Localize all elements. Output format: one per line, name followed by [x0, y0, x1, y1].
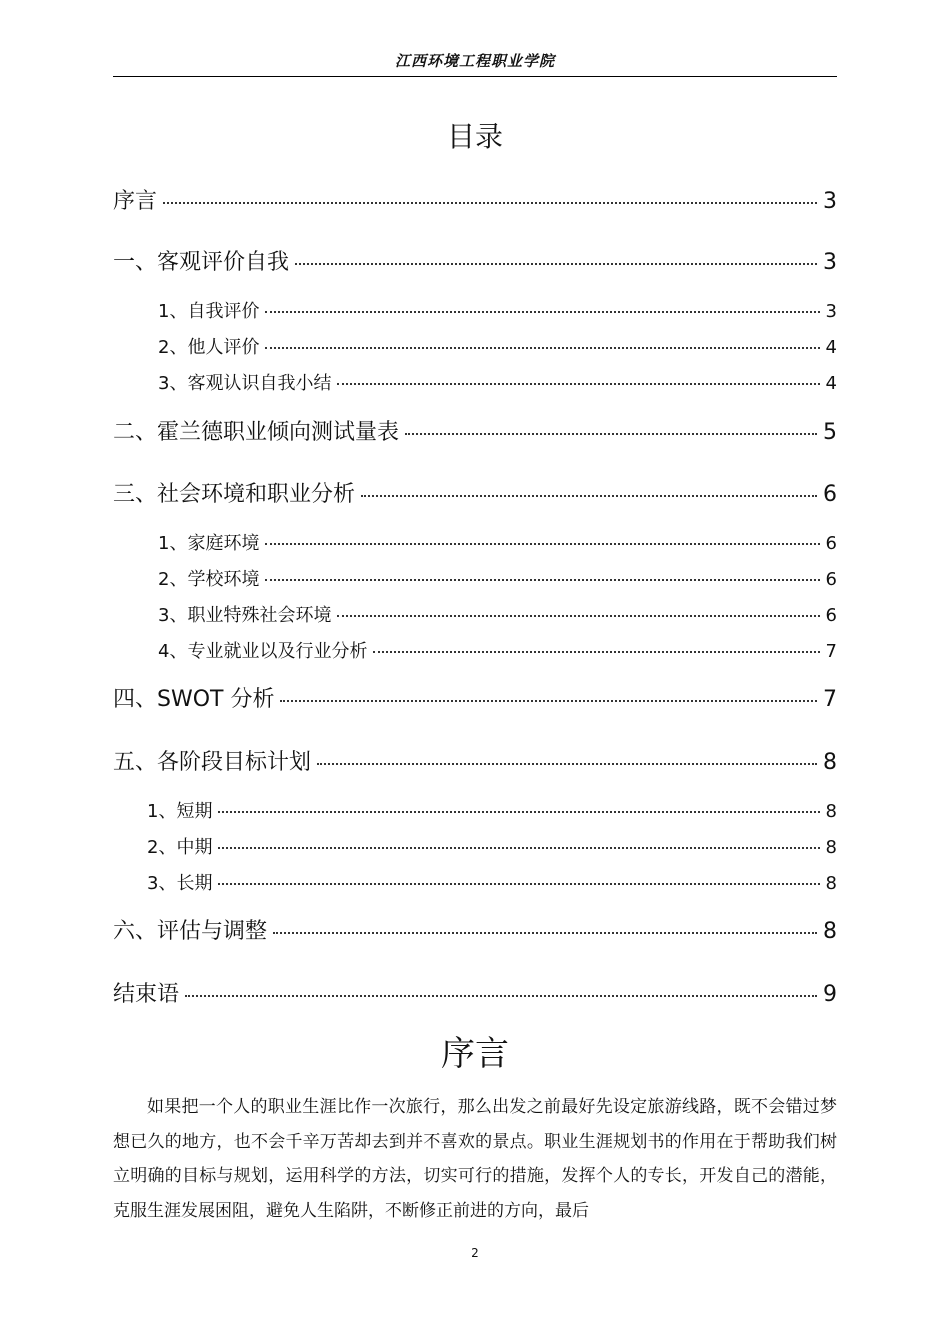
toc-entry-label: 序言 — [113, 189, 158, 214]
toc-title: 目录 — [446, 120, 503, 153]
toc-leader — [265, 543, 819, 545]
toc-entry-label: 2、中期 — [147, 837, 213, 858]
toc-entry-label: 3、客观认识自我小结 — [158, 373, 332, 394]
toc-entry[interactable] — [113, 745, 837, 777]
toc-entry[interactable] — [113, 977, 837, 1009]
toc-entry-label: 二、霍兰德职业倾向测试量表 — [113, 420, 400, 445]
toc-entry-page: 5 — [823, 420, 837, 445]
toc-entry-label: 1、短期 — [147, 801, 213, 822]
toc-leader — [373, 651, 819, 653]
toc-entry-page: 6 — [825, 533, 837, 554]
toc-leader — [361, 495, 817, 497]
toc-entry-page: 8 — [825, 873, 837, 894]
toc-entry[interactable] — [147, 833, 837, 859]
toc-entry-label: 六、评估与调整 — [113, 919, 268, 944]
toc-leader — [265, 579, 819, 581]
toc-entry-label: 五、各阶段目标计划 — [113, 750, 312, 775]
toc-entry-page: 7 — [823, 687, 837, 712]
toc-entry-page: 3 — [823, 189, 837, 214]
toc-entry[interactable] — [113, 245, 837, 277]
toc-leader — [265, 347, 819, 349]
toc-entry[interactable] — [158, 565, 837, 591]
toc-entry[interactable] — [158, 529, 837, 555]
toc-entry-label: 1、家庭环境 — [158, 533, 260, 554]
toc-leader — [280, 700, 817, 702]
toc-entry[interactable] — [158, 369, 837, 395]
toc-entry-label: 四、SWOT 分析 — [113, 687, 275, 712]
toc-leader — [185, 995, 817, 997]
toc-entry[interactable] — [158, 297, 837, 323]
toc-entry[interactable] — [147, 797, 837, 823]
preface-title: 序言 — [441, 1034, 509, 1074]
toc-entry-label: 三、社会环境和职业分析 — [113, 482, 356, 507]
toc-leader — [218, 883, 819, 885]
page-number: 2 — [471, 1246, 479, 1260]
toc-entry-page: 7 — [825, 641, 837, 662]
toc-entry[interactable] — [158, 637, 837, 663]
toc-entry-label: 结束语 — [113, 982, 180, 1007]
toc-entry-page: 6 — [823, 482, 837, 507]
toc-entry-page: 8 — [823, 750, 837, 775]
toc-entry[interactable] — [113, 477, 837, 509]
toc-entry-page: 8 — [825, 837, 837, 858]
toc-entry-label: 3、职业特殊社会环境 — [158, 605, 332, 626]
toc-entry-label: 一、客观评价自我 — [113, 250, 290, 275]
toc-entry[interactable] — [158, 601, 837, 627]
preface-paragraph: 如果把一个人的职业生涯比作一次旅行，那么出发之前最好先设定旅游线路，既不会错过梦想已久的地方，也不会千辛万苦却去到并不喜欢的景点。职业生涯规划书的作用在于帮助我们树立明确的目标与规划，运用科学的方法，切实可行的措施，发挥个人的专长，开发自己的潜能，克服生涯发展困阻，避免人生陷阱，不断修正前进的方向，最后 — [113, 1097, 837, 1221]
toc-leader — [295, 263, 817, 265]
toc-entry-label: 2、他人评价 — [158, 337, 260, 358]
toc-entry-label: 1、自我评价 — [158, 301, 260, 322]
toc-entry-label: 3、长期 — [147, 873, 213, 894]
toc-entry[interactable] — [113, 682, 837, 714]
toc-entry[interactable] — [113, 415, 837, 447]
toc-leader — [163, 202, 817, 204]
toc-entry[interactable] — [113, 184, 837, 216]
toc-leader — [218, 811, 819, 813]
toc-entry[interactable] — [158, 333, 837, 359]
toc-entry-page: 8 — [823, 919, 837, 944]
toc-entry-page: 4 — [825, 337, 837, 358]
toc-leader — [218, 847, 819, 849]
header-rule — [113, 76, 837, 77]
toc-entry[interactable] — [113, 914, 837, 946]
toc-leader — [317, 763, 817, 765]
toc-entry-page: 6 — [825, 569, 837, 590]
toc-entry-page: 3 — [823, 250, 837, 275]
toc-entry[interactable] — [147, 869, 837, 895]
toc-entry-label: 2、学校环境 — [158, 569, 260, 590]
toc-entry-page: 9 — [823, 982, 837, 1007]
toc-leader — [405, 433, 817, 435]
toc-entry-page: 3 — [825, 301, 837, 322]
toc-leader — [337, 383, 819, 385]
toc-leader — [273, 932, 817, 934]
toc-leader — [337, 615, 819, 617]
toc-entry-label: 4、专业就业以及行业分析 — [158, 641, 368, 662]
page-header: 江西环境工程职业学院 — [394, 52, 555, 70]
toc-leader — [265, 311, 819, 313]
toc-entry-page: 4 — [825, 373, 837, 394]
toc-entry-page: 8 — [825, 801, 837, 822]
toc-entry-page: 6 — [825, 605, 837, 626]
